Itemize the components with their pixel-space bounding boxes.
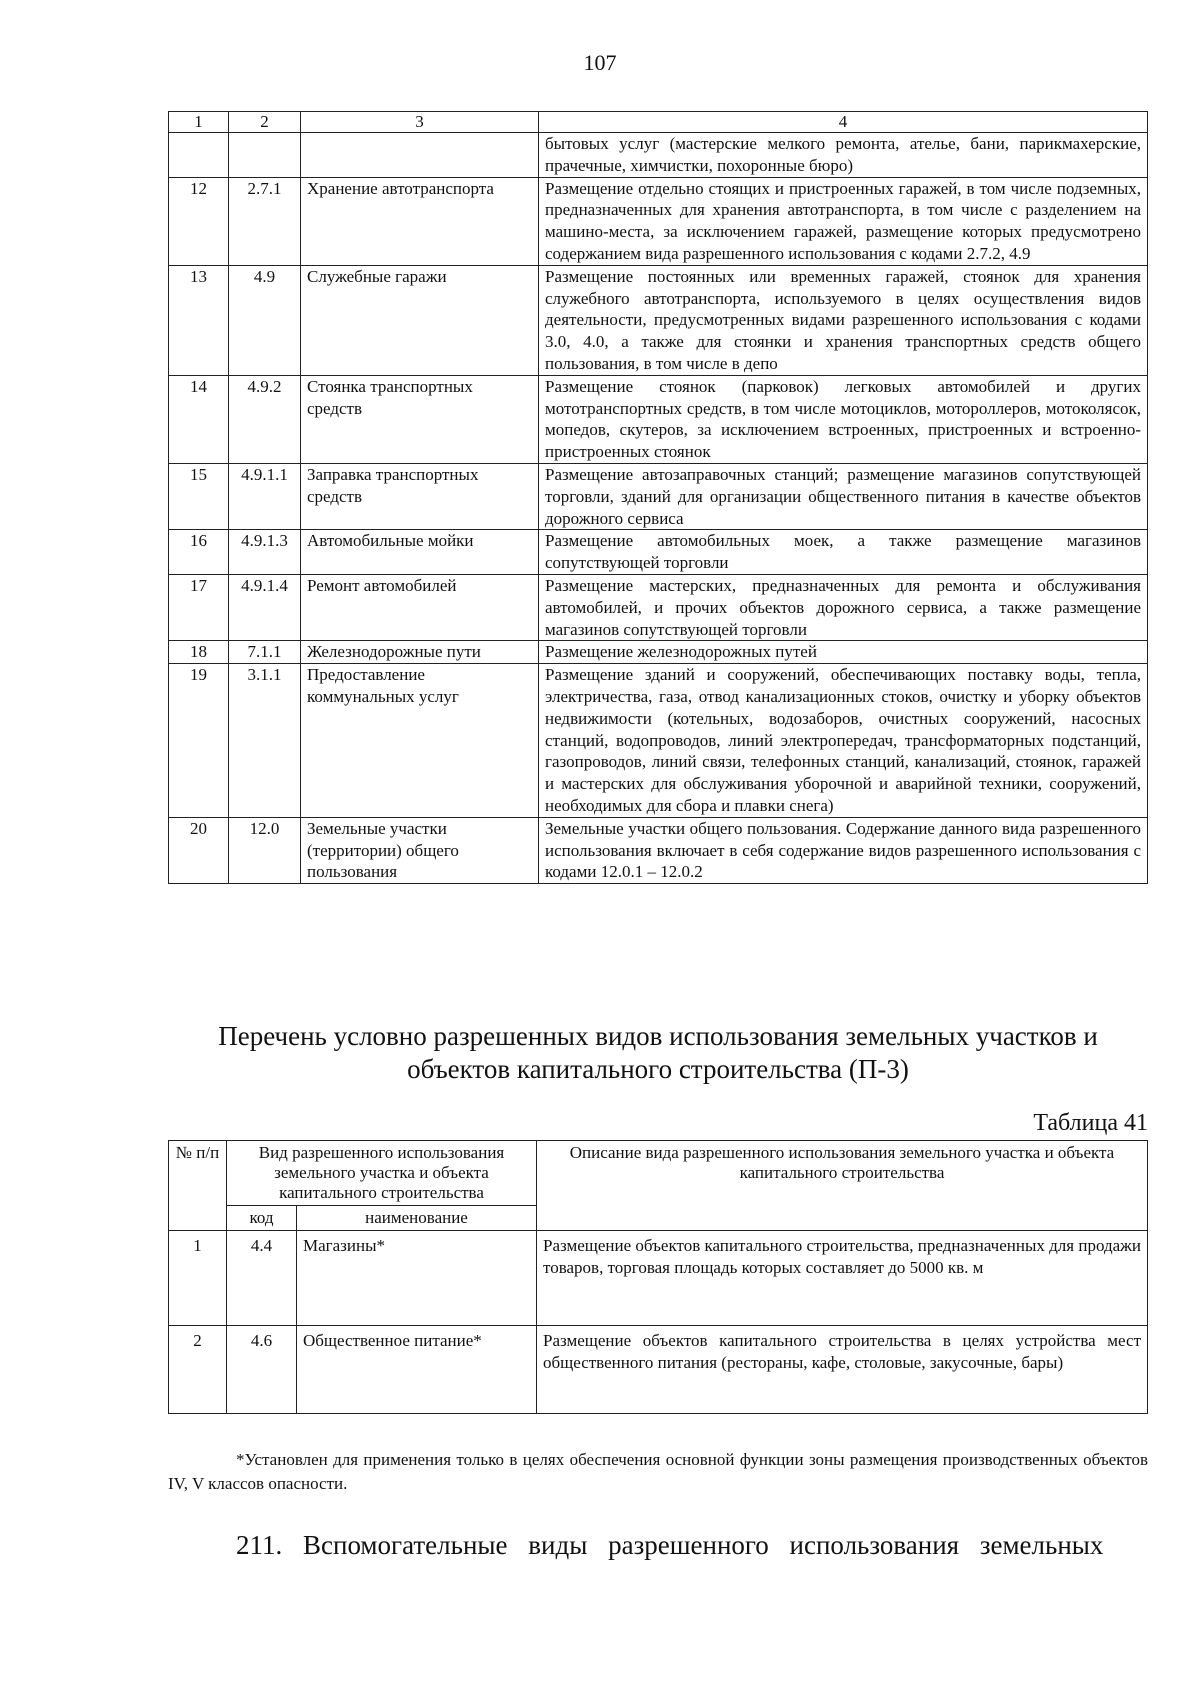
section-title: Перечень условно разрешенных видов использования земельных участков и объектов капитального строительства (П-3) <box>218 1021 1098 1084</box>
land-use-table-continued <box>168 111 1148 884</box>
table-row <box>169 1231 1148 1326</box>
page-number: 107 <box>583 50 617 75</box>
row-number: 1 <box>169 1231 227 1326</box>
use-description: Размещение мастерских, предназначенных для ремонта и обслуживания автомобилей, и прочих объектов дорожного сервиса, а также размещение магазинов сопутствующей торговли <box>539 574 1148 640</box>
use-code: 4.4 <box>227 1231 297 1326</box>
use-description: Размещение автозаправочных станций; размещение магазинов сопутствующей торговли, зданий для организации общественного питания в качестве объектов дорожного сервиса <box>539 463 1148 529</box>
header-cell: 2 <box>229 112 301 133</box>
use-code: 3.1.1 <box>229 664 301 818</box>
use-name: Магазины* <box>297 1231 537 1326</box>
use-description: Размещение стоянок (парковок) легковых автомобилей и других мототранспортных средств, в том числе мотоциклов, мотороллеров, мотоколясок, мопедов, скутеров, за исключением встроенных, пристроенных и встроенно-пристроенных стоянок <box>539 375 1148 463</box>
use-code: 2.7.1 <box>229 177 301 265</box>
table-row <box>169 265 1148 375</box>
use-name: Предоставление коммунальных услуг <box>301 664 539 818</box>
conditional-use-table <box>168 1140 1148 1414</box>
use-description: Размещение железнодорожных путей <box>539 641 1148 664</box>
row-number: 15 <box>169 463 229 529</box>
header-number: № п/п <box>169 1141 227 1231</box>
use-name: Служебные гаражи <box>301 265 539 375</box>
row-number: 13 <box>169 265 229 375</box>
use-code <box>229 133 301 178</box>
use-name: Стоянка транспортных средств <box>301 375 539 463</box>
table-row <box>169 530 1148 575</box>
use-code: 4.9.1.1 <box>229 463 301 529</box>
use-name: Железнодорожные пути <box>301 641 539 664</box>
use-description: Размещение отдельно стоящих и пристроенных гаражей, в том числе подземных, предназначенных для хранения автотранспорта, в том числе с разделением на машино-места, за исключением гаражей, размещение которых предусмотрено содержанием вида разрешенного использования с кодами 2.7.2, 4.9 <box>539 177 1148 265</box>
use-code: 4.9 <box>229 265 301 375</box>
use-code: 4.9.1.3 <box>229 530 301 575</box>
use-name: Хранение автотранспорта <box>301 177 539 265</box>
header-name: наименование <box>297 1206 537 1231</box>
row-number: 16 <box>169 530 229 575</box>
row-number: 12 <box>169 177 229 265</box>
table-row <box>169 664 1148 818</box>
footnote: *Установлен для применения только в целях обеспечения основной функции зоны размещения производственных объектов IV, V классов опасности. <box>168 1450 1148 1493</box>
use-name: Общественное питание* <box>297 1326 537 1414</box>
table-row <box>169 177 1148 265</box>
row-number: 2 <box>169 1326 227 1414</box>
use-name: Автомобильные мойки <box>301 530 539 575</box>
header-code: код <box>227 1206 297 1231</box>
use-description: бытовых услуг (мастерские мелкого ремонта, ателье, бани, парикмахерские, прачечные, химчистки, похоронные бюро) <box>539 133 1148 178</box>
header-cell: 3 <box>301 112 539 133</box>
table-header-row <box>169 1141 1148 1206</box>
use-name: Заправка транспортных средств <box>301 463 539 529</box>
table-header-row <box>169 112 1148 133</box>
table-row <box>169 1326 1148 1414</box>
table-row <box>169 463 1148 529</box>
table-row <box>169 641 1148 664</box>
table-caption: Таблица 41 <box>1033 1110 1148 1136</box>
row-number: 18 <box>169 641 229 664</box>
use-description: Размещение зданий и сооружений, обеспечивающих поставку воды, тепла, электричества, газа, отвод канализационных стоков, очистку и уборку объектов недвижимости (котельных, водозаборов, очистных сооружений, насосных станций, водопроводов, линий электропередач, трансформаторных подстанций, газопроводов, линий связи, телефонных станций, канализаций, стоянок, гаражей и мастерских для обслуживания уборочной и аварийной техники, сооружений, необходимых для сбора и плавки снега) <box>539 664 1148 818</box>
row-number: 19 <box>169 664 229 818</box>
use-name: Ремонт автомобилей <box>301 574 539 640</box>
table-row <box>169 574 1148 640</box>
row-number: 17 <box>169 574 229 640</box>
use-description: Размещение автомобильных моек, а также размещение магазинов сопутствующей торговли <box>539 530 1148 575</box>
header-cell: 4 <box>539 112 1148 133</box>
next-section-heading: 211. Вспомогательные виды разрешенного использования земельных <box>236 1530 1104 1560</box>
row-number <box>169 133 229 178</box>
use-description: Размещение объектов капитального строительства в целях устройства мест общественного питания (рестораны, кафе, столовые, закусочные, бары) <box>537 1326 1148 1414</box>
table-row <box>169 133 1148 178</box>
row-number: 20 <box>169 817 229 883</box>
use-description: Земельные участки общего пользования. Содержание данного вида разрешенного использования включает в себя содержание видов разрешенного использования с кодами 12.0.1 – 12.0.2 <box>539 817 1148 883</box>
use-code: 7.1.1 <box>229 641 301 664</box>
use-description: Размещение постоянных или временных гаражей, стоянок для хранения служебного автотранспорта, используемого в целях осуществления видов деятельности, предусмотренных видами разрешенного использования с кодами 3.0, 4.0, а также для стоянки и хранения транспортных средств общего пользования, в том числе в депо <box>539 265 1148 375</box>
use-code: 12.0 <box>229 817 301 883</box>
use-code: 4.9.2 <box>229 375 301 463</box>
use-code: 4.6 <box>227 1326 297 1414</box>
header-cell: 1 <box>169 112 229 133</box>
row-number: 14 <box>169 375 229 463</box>
use-code: 4.9.1.4 <box>229 574 301 640</box>
header-description: Описание вида разрешенного использования земельного участка и объекта капитального строительства <box>537 1141 1148 1231</box>
use-name: Земельные участки (территории) общего пользования <box>301 817 539 883</box>
header-kind: Вид разрешенного использования земельного участка и объекта капитального строительства <box>227 1141 537 1206</box>
table-row <box>169 375 1148 463</box>
use-description: Размещение объектов капитального строительства, предназначенных для продажи товаров, торговая площадь которых составляет до 5000 кв. м <box>537 1231 1148 1326</box>
use-name <box>301 133 539 178</box>
table-row <box>169 817 1148 883</box>
